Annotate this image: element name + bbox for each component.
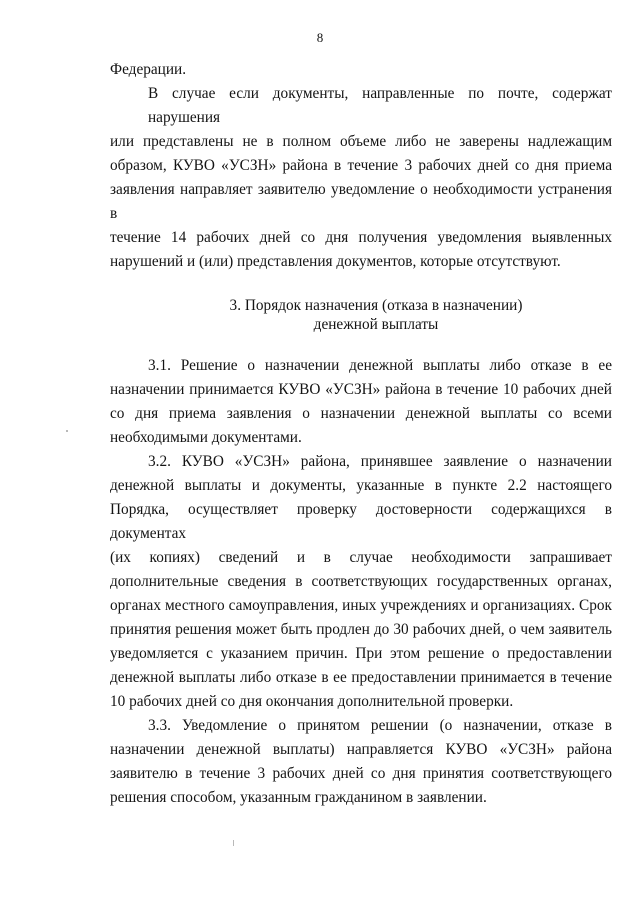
text-line: течение 14 рабочих дней со дня получения уведомления выявленных (110, 229, 612, 246)
text-line: 3.1. Решение о назначении денежной выплаты либо отказе в ее (148, 357, 612, 374)
section-heading-line: 3. Порядок назначения (отказа в назначении) (229, 297, 523, 314)
text-line: образом, КУВО «УСЗН» района в течение 3 рабочих дней со дня приема (110, 157, 612, 174)
text-line: или представлены не в полном объеме либо не заверены надлежащим (110, 133, 612, 150)
text-line: (их копиях) сведений и в случае необходимости запрашивает (110, 549, 612, 566)
paragraph-postal-documents (110, 82, 612, 274)
text-line: дополнительные сведения в соответствующих государственных органах, (110, 573, 612, 590)
text-line: Порядка, осуществляет проверку достоверности содержащихся в документах (110, 501, 612, 542)
text-line: со дня приема заявления о назначении денежной выплаты со всеми (110, 405, 612, 422)
text-line: денежной выплаты либо отказе в ее предоставлении принимается в течение (110, 669, 612, 686)
text-line: решения способом, указанным гражданином в заявлении. (110, 789, 487, 806)
text-line: назначении принимается КУВО «УСЗН» района в течение 10 рабочих дней (110, 381, 612, 398)
text-line: 3.2. КУВО «УСЗН» района, принявшее заявление о назначении (148, 453, 612, 470)
text-line: Федерации. (110, 61, 187, 78)
section-heading-line: денежной выплаты (313, 316, 439, 333)
text-line: необходимыми документами. (110, 429, 302, 446)
clause-3-3 (110, 714, 612, 810)
text-line: В случае если документы, направленные по почте, содержат нарушения (148, 85, 612, 126)
clause-3-2 (110, 450, 612, 714)
document-body (110, 58, 612, 810)
text-line: органах местного самоуправления, иных учреждениях и организациях. Срок (110, 597, 612, 614)
text-line: уведомляется с указанием причин. При этом решение о предоставлении (110, 645, 612, 662)
scan-speck (233, 840, 234, 846)
intro-fragment (110, 58, 612, 82)
text-line: заявления направляет заявителю уведомление о необходимости устранения в (110, 181, 612, 222)
text-line: 3.3. Уведомление о принятом решении (о назначении, отказе в (148, 717, 612, 734)
clause-3-1 (110, 354, 612, 450)
text-line: 10 рабочих дней со дня окончания дополнительной проверки. (110, 693, 514, 710)
text-line: назначении денежной выплаты) направляется КУВО «УСЗН» района (110, 741, 612, 758)
scan-speck (66, 430, 68, 432)
page-number: 8 (316, 30, 324, 45)
text-line: денежной выплаты и документы, указанные в пункте 2.2 настоящего (110, 477, 612, 494)
text-line: заявителю в течение 3 рабочих дней со дня принятия соответствующего (110, 765, 612, 782)
text-line: нарушений и (или) представления документов, которые отсутствуют. (110, 253, 561, 270)
text-line: принятия решения может быть продлен до 30 рабочих дней, о чем заявитель (110, 621, 612, 638)
section-heading (110, 296, 612, 334)
